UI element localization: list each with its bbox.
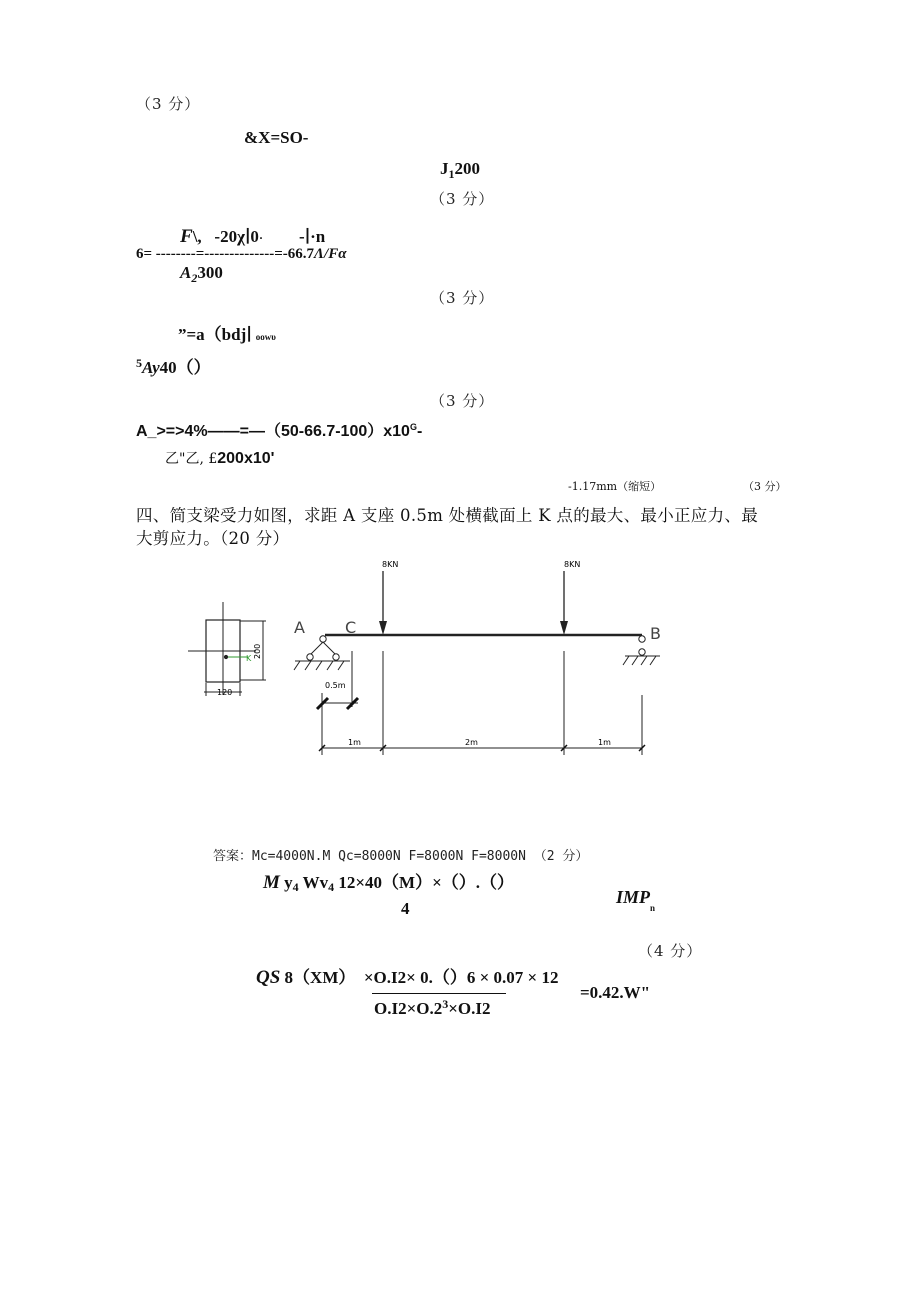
equation-text: -∣·n — [298, 227, 326, 246]
load-label: 8KN — [564, 560, 581, 569]
dimension-label: 0.5m — [325, 681, 346, 690]
equation-line — [616, 887, 656, 913]
answer-text: 答案：Mc=4000N.M Qc=8000N F=8000N F=8000N （2 分） — [213, 849, 589, 864]
section-width-label: 120 — [217, 688, 233, 697]
equation-text: IMP — [616, 887, 651, 907]
equation-result: =0.42.W" — [580, 983, 651, 1002]
equation-line — [136, 424, 422, 440]
equation-subscript: 4 — [292, 880, 299, 894]
equation-text: QS — [256, 967, 281, 988]
equation-line — [165, 451, 274, 467]
fraction-denominator — [374, 997, 491, 1018]
load-label: 8KN — [382, 560, 399, 569]
equation-text: 200 — [454, 159, 480, 178]
point-label-c: C — [345, 618, 357, 637]
equation-text: 200x10' — [217, 450, 275, 467]
equation-text: oowυ — [255, 332, 276, 342]
equation-text: 6= --------=--------------=-66.7 — [136, 246, 315, 262]
equation-text: 300 — [197, 263, 223, 282]
equation-line: &X=SO- — [244, 128, 309, 147]
equation-text: \, -20χ∣0 — [192, 227, 259, 246]
score-label: （3 分） — [136, 95, 201, 113]
equation-text: J — [440, 159, 449, 178]
equation-subscript: 1 — [448, 167, 455, 181]
equation-superscript: G — [409, 422, 417, 432]
equation-subscript: n — [650, 903, 656, 913]
equation-superscript: 3 — [442, 997, 449, 1011]
equation-text: y — [284, 873, 293, 892]
score-label: （4 分） — [638, 942, 703, 960]
point-k-marker — [224, 655, 227, 658]
equation-text: Wv — [298, 873, 329, 892]
dimension-label: 1m — [348, 738, 361, 747]
support-label-a: A — [294, 618, 305, 637]
equation-text: O.I2×O.2 — [374, 999, 443, 1018]
dimension-label: 2m — [465, 738, 478, 747]
fraction-line — [136, 247, 347, 262]
score-label: （3 分） — [743, 480, 787, 493]
equation-text: 12×40（M）×（）.（） — [334, 873, 515, 892]
score-label: （3 分） — [430, 190, 495, 208]
equation-text: 乙"乙, £ — [165, 451, 218, 467]
equation-line — [136, 356, 211, 377]
equation-line — [178, 326, 276, 343]
equation-text: Λ/Fα — [314, 246, 347, 262]
score-label: （3 分） — [430, 289, 495, 307]
equation-text: M — [263, 872, 280, 893]
equation-line — [263, 873, 514, 892]
score-label: （3 分） — [430, 392, 495, 410]
fraction-numerator — [256, 968, 558, 987]
equation-text: 8（XM） ×O.I2× 0.（）6 × 0.07 × 12 — [280, 968, 559, 987]
dimension-label: 1m — [598, 738, 611, 747]
equation-text: A — [180, 263, 192, 282]
fraction-bar — [372, 993, 506, 994]
beam-figure — [180, 555, 680, 770]
section-height-label: 200 — [253, 643, 262, 659]
point-k-label: K — [246, 654, 252, 663]
equation-text: ×O.I2 — [448, 999, 491, 1018]
equation-text: Ay — [142, 358, 160, 377]
equation-superscript: 5 — [136, 356, 142, 370]
equation-line — [440, 159, 480, 181]
equation-text: A_>=>4%——=—（50-66.7-100）x10 — [136, 423, 410, 440]
equation-text: - — [416, 423, 423, 440]
equation-text: 40（） — [159, 358, 211, 377]
equation-text: 4 — [401, 899, 410, 918]
result-value: -1.17mm（缩短） — [568, 480, 662, 493]
equation-text: · — [258, 231, 263, 245]
question-text: 大剪应力。（20 分） — [136, 529, 290, 548]
equation-text: ”=a（bdj∣ — [178, 325, 252, 344]
fraction-denominator — [180, 263, 223, 285]
question-text: 四、简支梁受力如图，求距 A 支座 0.5m 处横截面上 K 点的最大、最小正应力、最 — [136, 506, 758, 525]
fraction-numerator — [180, 227, 325, 246]
equation-text: F — [180, 226, 193, 247]
equation-subscript: 2 — [191, 271, 198, 285]
support-label-b: B — [650, 624, 661, 643]
equation-subscript: 4 — [328, 880, 335, 894]
